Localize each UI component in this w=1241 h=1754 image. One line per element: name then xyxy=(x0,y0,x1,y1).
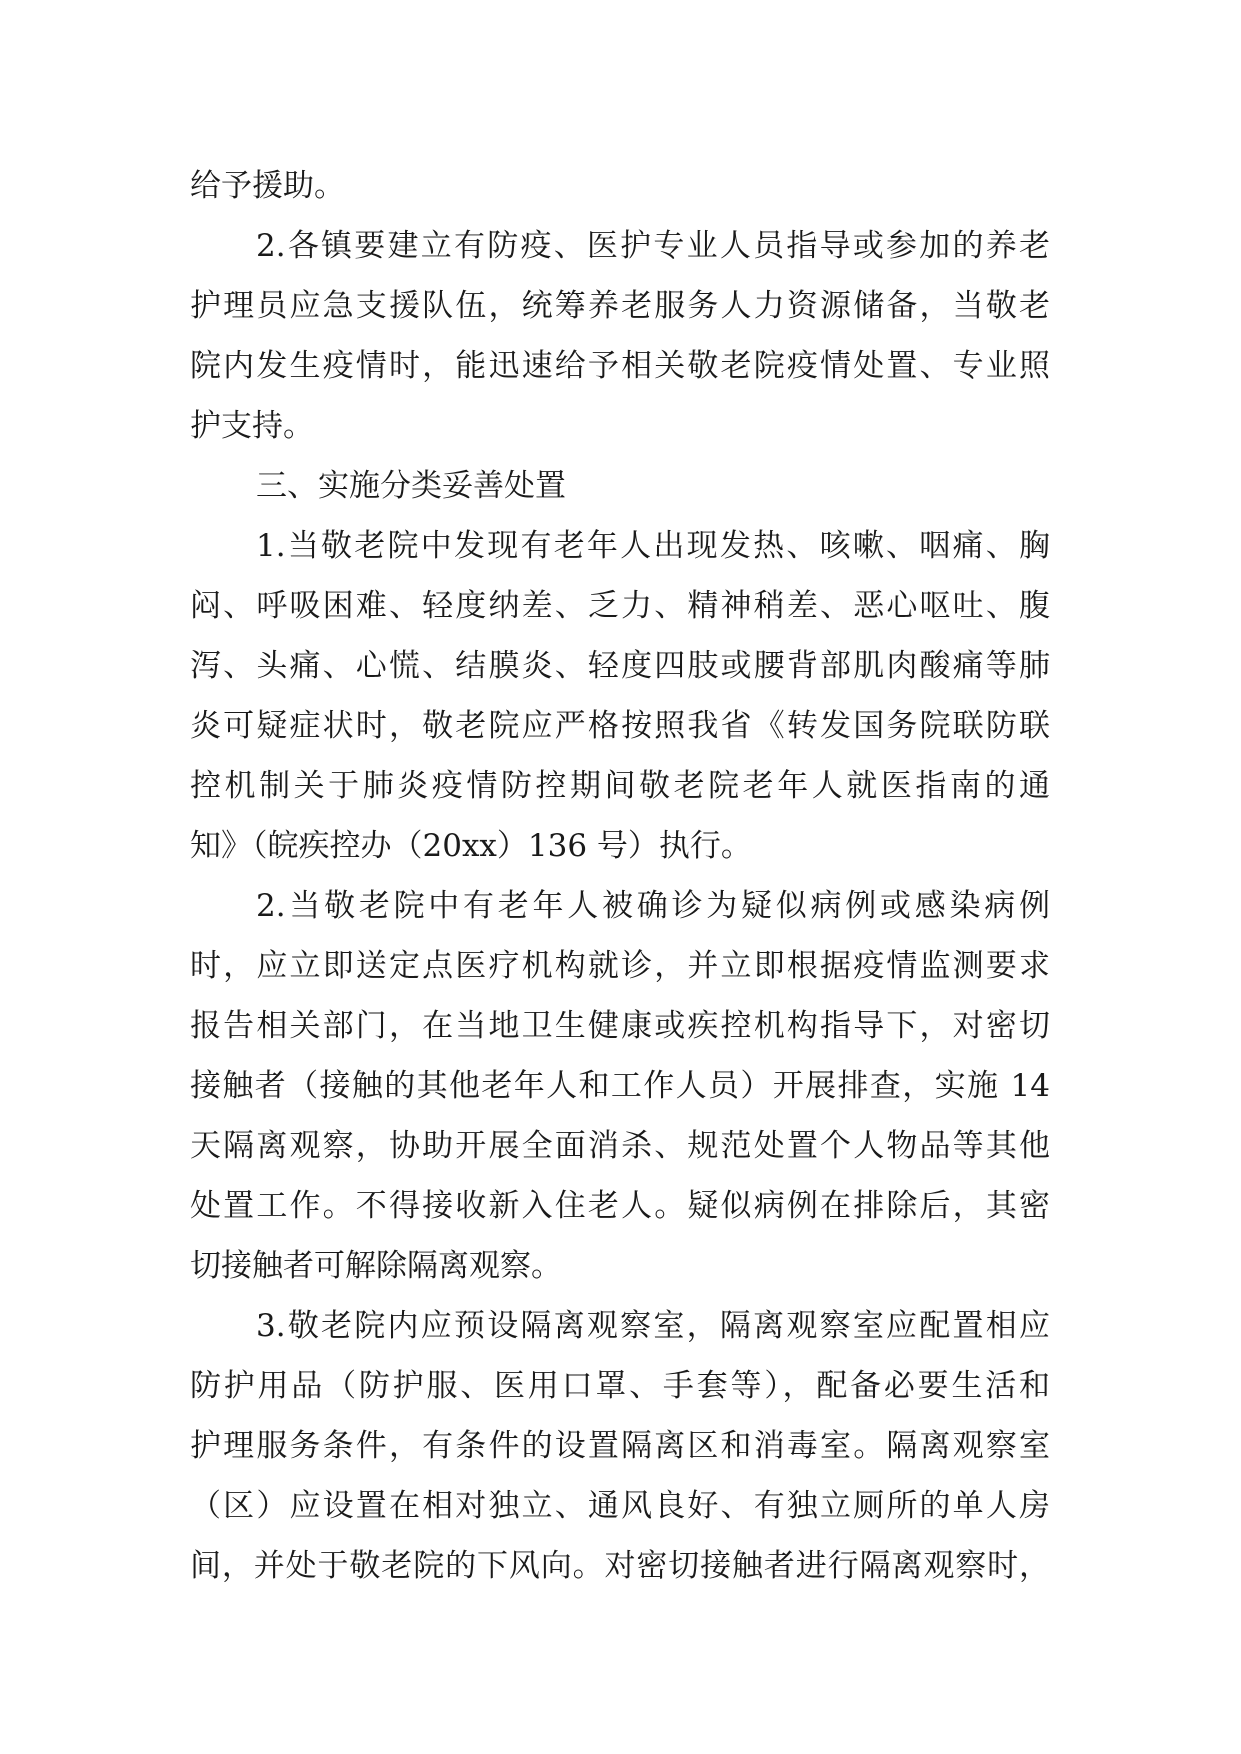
text-line: 泻、头痛、心慌、结膜炎、轻度四肢或腰背部肌肉酸痛等肺 xyxy=(190,648,1050,684)
text-line: 1.当敬老院中发现有老年人出现发热、咳嗽、咽痛、胸 xyxy=(256,528,1050,564)
section-heading: 三、实施分类妥善处置 xyxy=(256,468,566,504)
text-line: 知》（皖疾控办（20xx）136 号）执行。 xyxy=(190,828,752,864)
text-line: 防护用品（防护服、医用口罩、手套等），配备必要生活和 xyxy=(190,1368,1050,1404)
text-line: 2.各镇要建立有防疫、医护专业人员指导或参加的养老 xyxy=(256,228,1050,264)
text-line: 接触者（接触的其他老年人和工作人员）开展排查，实施 14 xyxy=(190,1068,1050,1104)
text-line: 炎可疑症状时，敬老院应严格按照我省《转发国务院联防联 xyxy=(190,708,1050,744)
text-line: 闷、呼吸困难、轻度纳差、乏力、精神稍差、恶心呕吐、腹 xyxy=(190,588,1050,624)
text-line: 护理服务条件，有条件的设置隔离区和消毒室。隔离观察室 xyxy=(190,1428,1050,1464)
text-line: 切接触者可解除隔离观察。 xyxy=(190,1248,562,1284)
text-line: 时，应立即送定点医疗机构就诊，并立即根据疫情监测要求 xyxy=(190,948,1050,984)
text-line: 处置工作。不得接收新入住老人。疑似病例在排除后，其密 xyxy=(190,1188,1050,1224)
text-line: 院内发生疫情时，能迅速给予相关敬老院疫情处置、专业照 xyxy=(190,348,1050,384)
text-line: 控机制关于肺炎疫情防控期间敬老院老年人就医指南的通 xyxy=(190,768,1050,804)
text-line: 护理员应急支援队伍，统筹养老服务人力资源储备，当敬老 xyxy=(190,288,1050,324)
text-line: 护支持。 xyxy=(190,408,314,444)
text-line: （区）应设置在相对独立、通风良好、有独立厕所的单人房 xyxy=(190,1488,1050,1524)
text-line: 间，并处于敬老院的下风向。对密切接触者进行隔离观察时， xyxy=(190,1548,1050,1584)
text-line: 给予援助。 xyxy=(190,168,345,204)
text-line: 天隔离观察，协助开展全面消杀、规范处置个人物品等其他 xyxy=(190,1128,1050,1164)
text-line: 报告相关部门，在当地卫生健康或疾控机构指导下，对密切 xyxy=(190,1008,1050,1044)
document-body xyxy=(190,156,1050,1596)
text-line: 3.敬老院内应预设隔离观察室，隔离观察室应配置相应 xyxy=(256,1308,1050,1344)
text-line: 2.当敬老院中有老年人被确诊为疑似病例或感染病例 xyxy=(256,888,1050,924)
